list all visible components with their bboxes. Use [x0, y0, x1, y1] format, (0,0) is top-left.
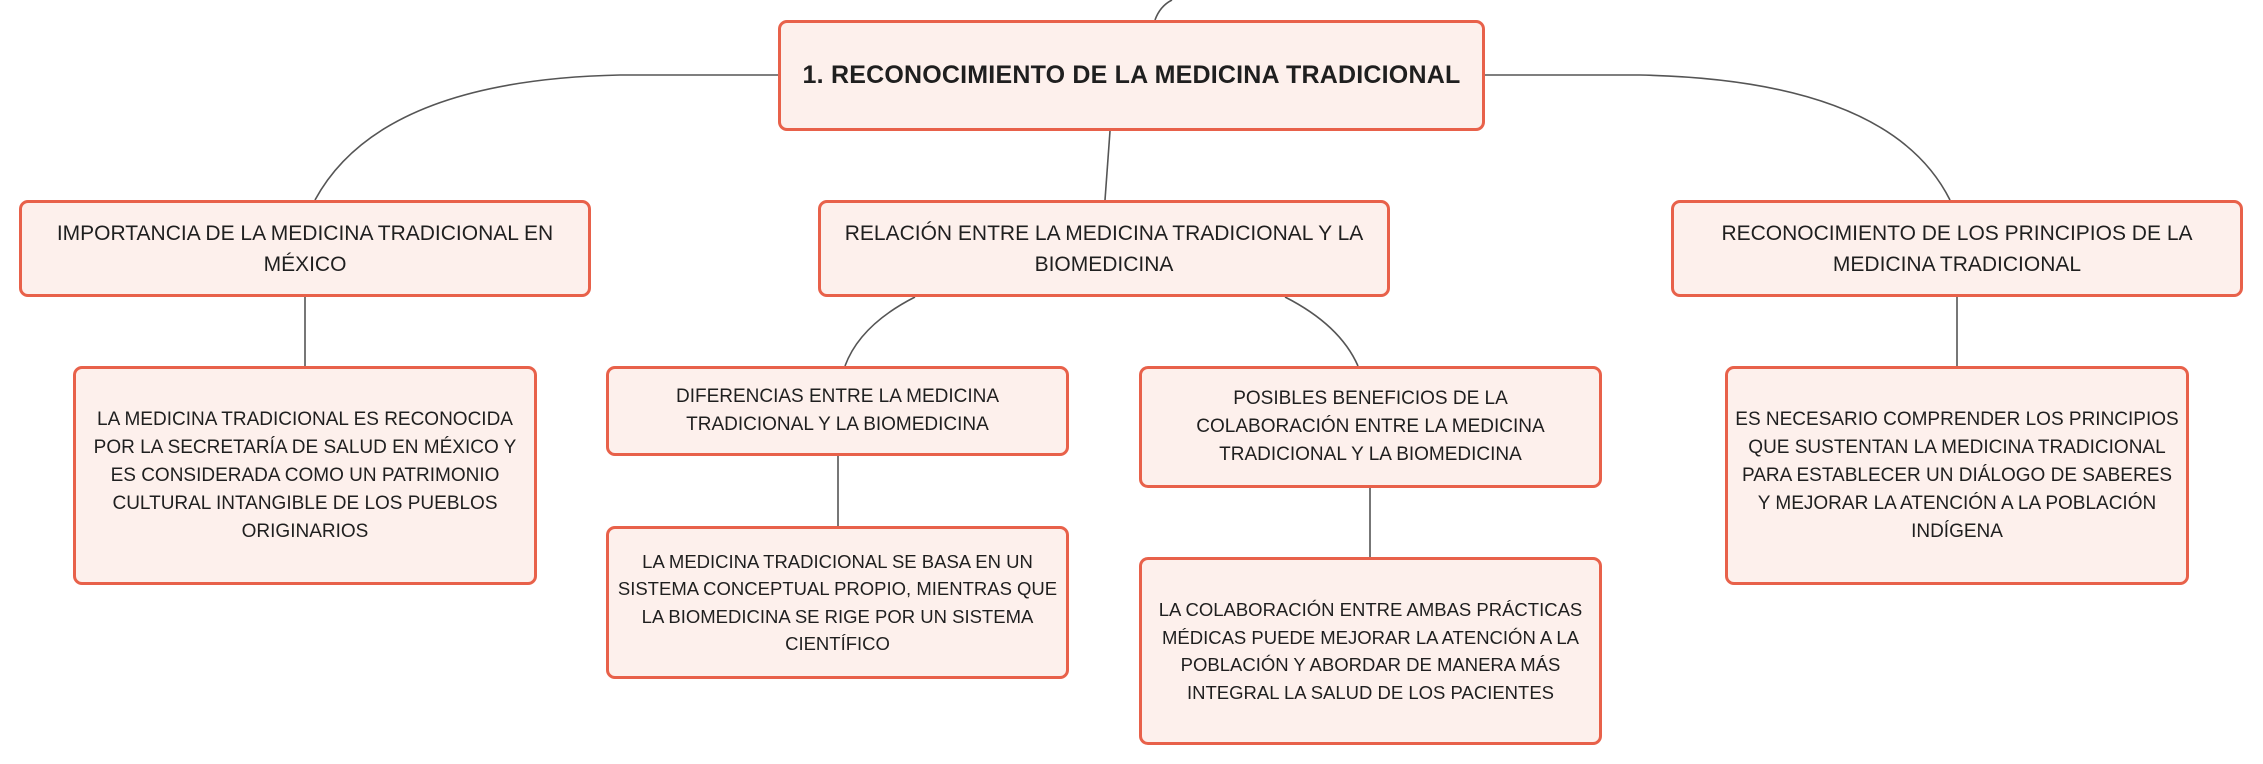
node-beneficios-detail[interactable]	[1139, 557, 1602, 745]
node-reconocimiento-principios[interactable]	[1671, 200, 2243, 297]
node-beneficios[interactable]	[1139, 366, 1602, 488]
node-diferencias-detail-text: LA MEDICINA TRADICIONAL SE BASA EN UN SISTEMA CONCEPTUAL PROPIO, MIENTRAS QUE LA BIOMEDICINA SE RIGE POR UN SISTEMA CIENTÍFICO	[617, 550, 1058, 654]
connector-root-to-relacion	[1105, 131, 1110, 200]
node-beneficios-label: POSIBLES BENEFICIOS DE LA COLABORACIÓN ENTRE LA MEDICINA TRADICIONAL Y LA BIOMEDICINA	[1196, 388, 1545, 465]
node-diferencias-label: DIFERENCIAS ENTRE LA MEDICINA TRADICIONAL Y LA BIOMEDICINA	[675, 386, 1000, 435]
root-node-label: 1. RECONOCIMIENTO DE LA MEDICINA TRADICIONAL	[802, 61, 1461, 89]
connector-relacion-to-diferencias	[845, 297, 915, 366]
node-importancia-detail[interactable]	[73, 366, 537, 585]
root-node[interactable]	[778, 20, 1485, 131]
node-importancia[interactable]	[19, 200, 591, 297]
connector-relacion-to-beneficios	[1285, 297, 1358, 366]
node-relacion[interactable]	[818, 200, 1390, 297]
connector-root-to-reconocimiento-principios	[1484, 75, 1950, 200]
node-beneficios-detail-text: LA COLABORACIÓN ENTRE AMBAS PRÁCTICAS MÉDICAS PUEDE MEJORAR LA ATENCIÓN A LA POBLACIÓN Y ABORDAR DE MANERA MÁS INTEGRAL LA SALUD DE LOS PACIENTES	[1158, 599, 1583, 703]
node-diferencias-detail[interactable]	[606, 526, 1069, 679]
connector-root-to-parent	[1155, 0, 1172, 20]
node-importancia-label: IMPORTANCIA DE LA MEDICINA TRADICIONAL EN MÉXICO	[56, 221, 554, 276]
node-diferencias[interactable]	[606, 366, 1069, 456]
connector-root-to-importancia	[315, 75, 780, 200]
node-reconocimiento-principios-detail[interactable]	[1725, 366, 2189, 585]
node-reconocimiento-principios-label: RECONOCIMIENTO DE LOS PRINCIPIOS DE LA MEDICINA TRADICIONAL	[1721, 221, 2193, 276]
node-relacion-label: RELACIÓN ENTRE LA MEDICINA TRADICIONAL Y LA BIOMEDICINA	[844, 221, 1364, 276]
node-importancia-detail-text: LA MEDICINA TRADICIONAL ES RECONOCIDA POR LA SECRETARÍA DE SALUD EN MÉXICO Y ES CONSIDERADA COMO UN PATRIMONIO CULTURAL INTANGIBLE DE LOS PUEBLOS ORIGINARIOS	[93, 408, 517, 542]
node-reconocimiento-principios-detail-text: ES NECESARIO COMPRENDER LOS PRINCIPIOS QUE SUSTENTAN LA MEDICINA TRADICIONAL PARA ESTABLECER UN DIÁLOGO DE SABERES Y MEJORAR LA ATENCIÓN A LA POBLACIÓN INDÍGENA	[1735, 408, 2179, 542]
